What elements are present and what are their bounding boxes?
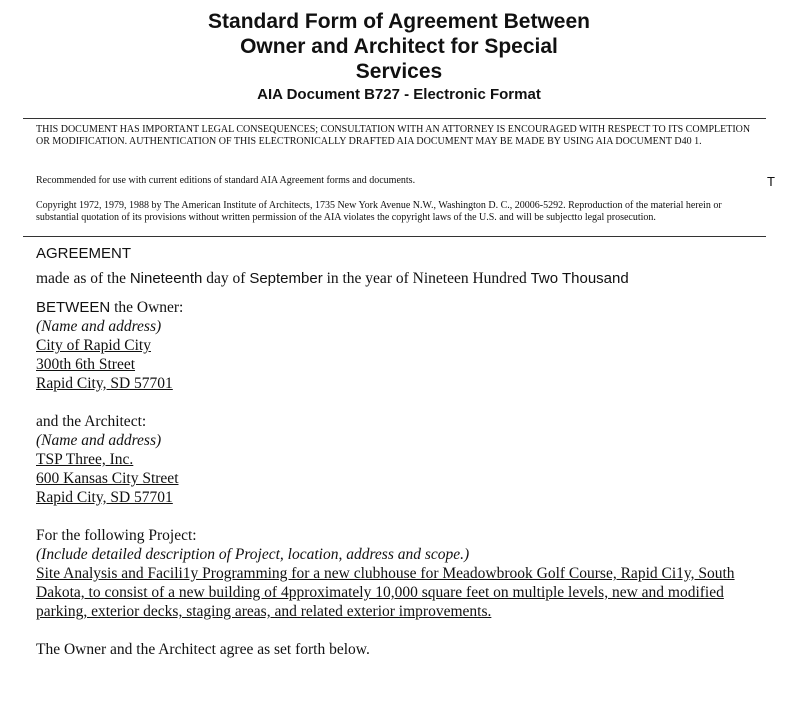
- project-description-line-1: Site Analysis and Facili1y Programming for a new clubhouse for Meadowbrook Golf Course, Rapid Ci1y, South: [36, 565, 735, 582]
- architect-name: TSP Three, Inc.: [36, 451, 134, 468]
- document-title-line-1: Standard Form of Agreement Between: [208, 10, 590, 33]
- owner-name-hint: (Name and address): [36, 318, 162, 335]
- t-mark: T: [767, 174, 775, 189]
- project-description-line-2: Dakota, to consist of a new building of 4pproximately 10,000 square feet on multiple levels, new and modified: [36, 584, 724, 601]
- day-of-text: day of: [206, 270, 246, 287]
- owner-street: 300th 6th Street: [36, 356, 136, 373]
- document-subtitle: AIA Document B727 - Electronic Format: [257, 86, 541, 103]
- document-header: [0, 9, 798, 104]
- architect-label: and the Architect:: [36, 413, 147, 430]
- made-as-of-text: made as of the: [36, 270, 126, 287]
- document-title-line-3: Services: [355, 60, 443, 83]
- agreement-date-line: [36, 270, 629, 288]
- notice-divider: [23, 236, 766, 237]
- recommended-notice: Recommended for use with current editions of standard AIA Agreement forms and documents.: [36, 175, 416, 186]
- architect-name-hint: (Name and address): [36, 432, 162, 449]
- between-text: BETWEEN: [36, 299, 111, 316]
- owner-label: the Owner:: [114, 299, 184, 316]
- architect-street: 600 Kansas City Street: [36, 470, 179, 487]
- copyright-notice: Copyright 1972, 1979, 1988 by The American Institute of Architects, 1735 New York Avenue N.W., Washington D. C., 20006-5292. Reproduction of the material herein or substantial quotation of its provisions without written permission of the AIA violates the copyright laws of the U.S. and will be subjectto legal prosecution.: [36, 200, 722, 223]
- project-description-hint: (Include detailed description of Project, location, address and scope.): [36, 546, 470, 563]
- year-value: Two Thousand: [530, 270, 629, 287]
- closing-statement: The Owner and the Architect agree as set forth below.: [36, 641, 370, 658]
- header-divider: [23, 118, 766, 119]
- month-value: September: [249, 270, 323, 287]
- project-description-line-3: parking, exterior decks, staging areas, and related exterior improvements.: [36, 603, 492, 620]
- document-title-line-2: Owner and Architect for Special: [240, 35, 558, 58]
- year-prefix-text: in the year of Nineteen Hundred: [326, 270, 527, 287]
- agreement-heading: AGREEMENT: [36, 245, 132, 262]
- day-value: Nineteenth: [129, 270, 203, 287]
- owner-city: Rapid City, SD 57701: [36, 375, 173, 392]
- project-label: For the following Project:: [36, 527, 197, 544]
- owner-label-line: [36, 299, 183, 317]
- legal-notice: THIS DOCUMENT HAS IMPORTANT LEGAL CONSEQUENCES; CONSULTATION WITH AN ATTORNEY IS ENCOURAGED WITH RESPECT TO ITS COMPLETION OR MODIFICATION. AUTHENTICATION OF THIS ELECTRONICALLY DRAFTED AIA DOCUMENT MAY BE MADE BY USING AIA DOCUMENT D40 1.: [36, 124, 751, 147]
- owner-name: City of Rapid City: [36, 337, 151, 354]
- architect-city: Rapid City, SD 57701: [36, 489, 173, 506]
